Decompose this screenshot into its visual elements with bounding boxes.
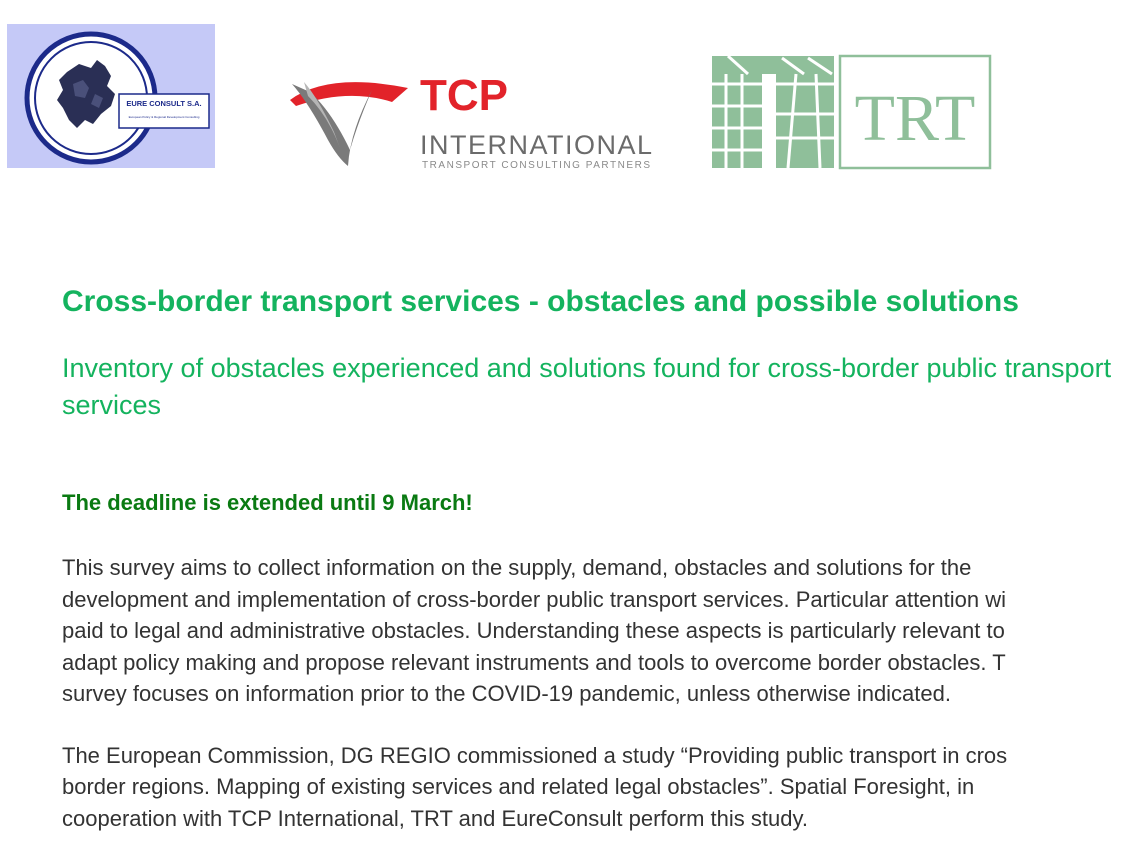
deadline-notice: The deadline is extended until 9 March! [62, 490, 473, 515]
paragraph-line: border regions. Mapping of existing services and related legal obstacles”. Spatial Foresight, in [62, 774, 975, 799]
tcp-line2: INTERNATIONAL [420, 130, 652, 160]
page-subtitle: Inventory of obstacles experienced and solutions found for cross-border public transport services [62, 353, 1112, 420]
survey-intro [62, 280, 1133, 834]
tcp-international-logo [288, 62, 654, 172]
paragraph-line: This survey aims to collect information on the supply, demand, obstacles and solutions for the [62, 555, 972, 580]
paragraph-line: development and implementation of cross-border public transport services. Particular attention wi [62, 586, 1007, 612]
eure-consult-tagline: European Policy & Regional Development Consulting [128, 115, 200, 119]
eure-consult-logo [7, 24, 215, 168]
intro-paragraph-2 [62, 740, 1133, 835]
paragraph-line: adapt policy making and propose relevant instruments and tools to overcome border obstacles. T [62, 649, 1006, 675]
trt-name: TRT [854, 82, 976, 155]
eure-consult-name: EURE CONSULT S.A. [126, 99, 202, 108]
trt-logo [708, 54, 994, 170]
tcp-name: TCP [420, 71, 508, 120]
logo-row [0, 0, 1133, 190]
tcp-line3: TRANSPORT CONSULTING PARTNERS [422, 160, 650, 171]
paragraph-line: cooperation with TCP International, TRT and EureConsult perform this study. [62, 805, 808, 831]
paragraph-line: paid to legal and administrative obstacles. Understanding these aspects is particularly relevant to [62, 618, 1005, 643]
paragraph-line: survey focuses on information prior to the COVID-19 pandemic, unless otherwise indicated. [62, 681, 951, 706]
intro-paragraph-1 [62, 552, 1133, 710]
paragraph-line: The European Commission, DG REGIO commissioned a study “Providing public transport in cros [62, 742, 1008, 768]
page-title: Cross-border transport services - obstacles and possible solutions [62, 285, 1019, 318]
